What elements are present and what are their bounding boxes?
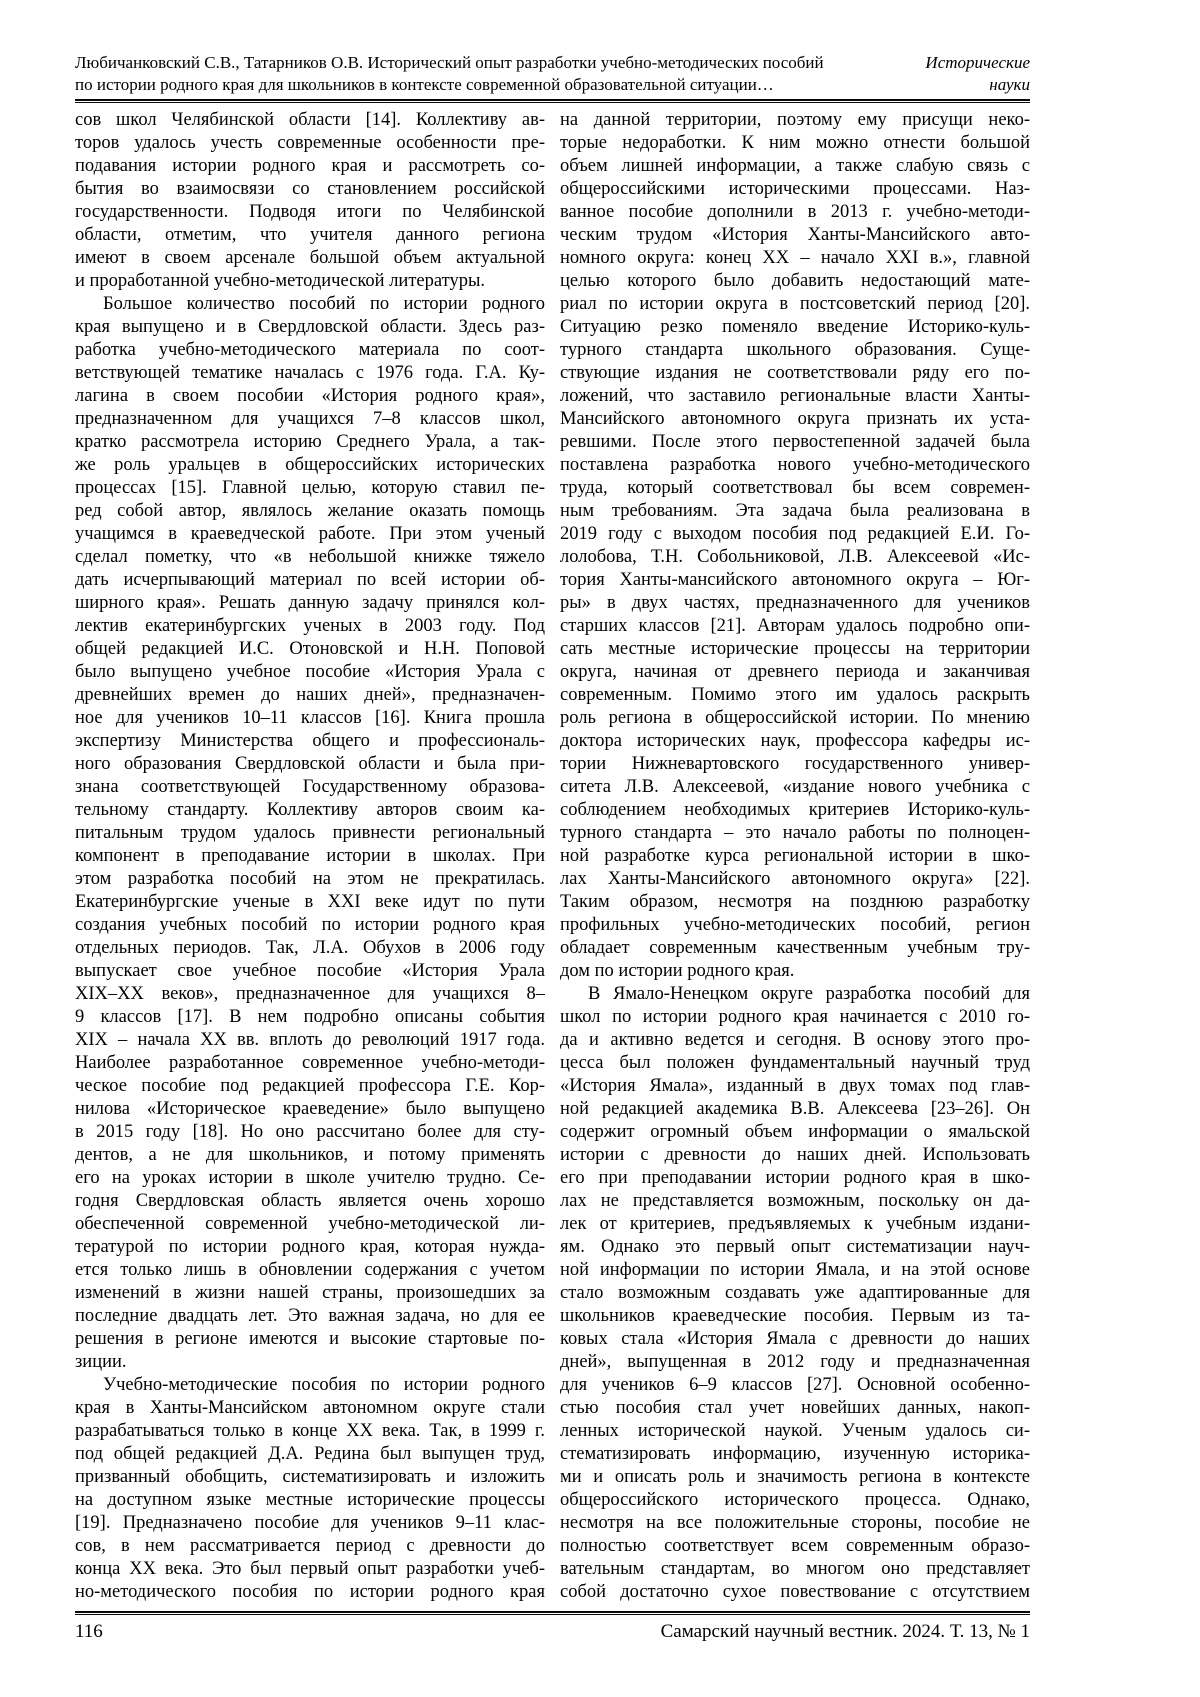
text-line: ствующие издания не соответствовали ряду его по- — [560, 363, 1030, 383]
text-line: Большое количество пособий по истории родного — [103, 294, 545, 314]
text-line: XIX–XX веков», предназначенное для учащихся 8– — [75, 984, 545, 1004]
text-line: выпускает свое учебное пособие «История Урала — [75, 961, 545, 981]
text-line: 9 классов [17]. В нем подробно описаны события — [75, 1007, 545, 1027]
text-line: поставлена разработка нового учебно-методического — [560, 455, 1030, 475]
text-line: бытия во взаимосвязи со становлением российской — [75, 179, 545, 199]
text-line: соблюдением необходимых критериев Историко-куль- — [560, 800, 1030, 820]
text-line: экспертизу Министерства общего и профессиональ- — [75, 731, 545, 751]
text-line: Наиболее разработанное современное учебно-методи- — [75, 1053, 545, 1073]
running-title-line-1: Любичанковский С.В., Татарников О.В. Исторический опыт разработки учебно-методических пособий — [75, 53, 824, 72]
text-line: ной разработке курса региональной истории в шко- — [560, 846, 1030, 866]
text-line: призванный обобщить, систематизировать и изложить — [75, 1467, 545, 1487]
text-line: этом разработка пособий на этом не прекратилась. — [75, 869, 545, 889]
text-line: решения в регионе имеются и высокие стартовые по- — [75, 1329, 545, 1349]
article-body — [75, 109, 1030, 1604]
column-right — [560, 109, 1030, 1604]
text-line: содержит огромный объем информации о ямальской — [560, 1122, 1030, 1142]
journal-citation: Самарский научный вестник. 2024. Т. 13, № 1 — [660, 1621, 1030, 1642]
text-line: роль региона в общероссийской истории. По мнению — [560, 708, 1030, 728]
text-line: зиции. — [75, 1352, 127, 1372]
text-line: истории с древности до наших дней. Использовать — [560, 1145, 1030, 1165]
text-line: общероссийскими историческими процессами. Наз- — [560, 179, 1030, 199]
text-line: XIX – начала XX вв. вплоть до революций 1917 года. — [75, 1030, 545, 1050]
text-line: тории Нижневартовского государственного универ- — [560, 754, 1030, 774]
text-line: Таким образом, несмотря на позднюю разработку — [560, 892, 1030, 912]
text-line: лах Ханты-Мансийского автономного округа» [22]. — [560, 869, 1030, 889]
text-line: да и активно ведется и сегодня. В основу этого про- — [560, 1030, 1030, 1050]
section-label-line-1: Исторические — [925, 53, 1030, 72]
text-line: предназначенном для учащихся 7–8 классов школ, — [75, 409, 545, 429]
text-line: турного стандарта школьного образования. Суще- — [560, 340, 1030, 360]
running-title-line-2: по истории родного края для школьников в контексте современной образовательной ситуации… — [75, 75, 774, 94]
section-label — [925, 52, 1030, 96]
text-line: компонент в преподавание истории в школах. При — [75, 846, 545, 866]
header-rule — [75, 99, 1030, 103]
text-line: обладает современным качественным учебным тру- — [560, 938, 1030, 958]
text-line: лек от критериев, предъявляемых к учебным издани- — [560, 1214, 1030, 1234]
footer-rule — [75, 1611, 1030, 1615]
text-line: сделал пометку, что «в небольшой книжке тяжело — [75, 547, 545, 567]
text-line: 2019 году с выходом пособия под редакцией Е.И. Го- — [560, 524, 1030, 544]
text-line: ветствующей тематике началась с 1976 года. Г.А. Ку- — [75, 363, 545, 383]
page-number: 116 — [75, 1621, 103, 1642]
text-line: дней», выпущенная в 2012 году и предназначенная — [560, 1352, 1030, 1372]
text-line: дентов, а не для школьников, и потому применять — [75, 1145, 545, 1165]
text-line: дом по истории родного края. — [560, 961, 795, 981]
text-line: работка учебно-методического материала по соот- — [75, 340, 545, 360]
text-line: в 2015 году [18]. Но оно рассчитано более для сту- — [75, 1122, 545, 1142]
text-line: вательным стандартам, во многом оно представляет — [560, 1559, 1030, 1579]
text-line: школьников краеведческие пособия. Первым из та- — [560, 1306, 1030, 1326]
text-line: отдельных периодов. Так, Л.А. Обухов в 2006 году — [75, 938, 545, 958]
page-footer — [75, 1618, 1030, 1645]
text-line: древнейших времен до наших дней», предназначен- — [75, 685, 545, 705]
text-line: ревшими. После этого первостепенной задачей была — [560, 432, 1030, 452]
text-line: «История Ямала», изданный в двух томах под глав- — [560, 1076, 1030, 1096]
text-line: сов, в нем рассматривается период с древности до — [75, 1536, 545, 1556]
text-line: питальным трудом удалось привнести региональный — [75, 823, 545, 843]
text-line: ческое пособие под редакцией профессора Г.Е. Кор- — [75, 1076, 545, 1096]
text-line: турного стандарта – это начало работы по полноцен- — [560, 823, 1030, 843]
text-line: [19]. Предназначено пособие для учеников 9–11 клас- — [75, 1513, 545, 1533]
text-line: В Ямало-Ненецком округе разработка пособий для — [588, 984, 1030, 1004]
text-line: края в Ханты-Мансийском автономном округе стали — [75, 1398, 545, 1418]
text-line: было выпущено учебное пособие «История Урала с — [75, 662, 545, 682]
text-line: кратко рассмотрела историю Среднего Урала, а так- — [75, 432, 545, 452]
text-line: школ по истории родного края начинается с 2010 го- — [560, 1007, 1030, 1027]
text-line: лектив екатеринбургских ученых в 2003 году. Под — [75, 616, 545, 636]
text-line: процессах [15]. Главной целью, которую ставил пе- — [75, 478, 545, 498]
text-line: учащимся в краеведческой работе. При этом ученый — [75, 524, 545, 544]
text-line: тория Ханты-мансийского автономного округа – Юг- — [560, 570, 1030, 590]
text-line: на данной территории, поэтому ему присущи неко- — [560, 110, 1030, 130]
text-line: тературой по истории родного края, которая нужда- — [75, 1237, 545, 1257]
text-line: округа, начиная от древнего периода и заканчивая — [560, 662, 1030, 682]
text-line: ям. Однако это первый опыт систематизации науч- — [560, 1237, 1030, 1257]
text-line: создания учебных пособий по истории родного края — [75, 915, 545, 935]
text-line: конца XX века. Это был первый опыт разработки учеб- — [75, 1559, 545, 1579]
column-left — [75, 109, 545, 1604]
text-line: тельному стандарту. Коллективу авторов своим ка- — [75, 800, 545, 820]
text-line: Мансийского автономного округа признать их уста- — [560, 409, 1030, 429]
text-line: объем лишней информации, а также слабую связь с — [560, 156, 1030, 176]
text-line: ное для учеников 10–11 классов [16]. Книга прошла — [75, 708, 545, 728]
text-line: стематизировать информацию, изученную историка- — [560, 1444, 1030, 1464]
text-line: торов удалось учесть современные особенности пре- — [75, 133, 545, 153]
text-line: собой достаточно сухое повествование с отсутствием — [560, 1582, 1030, 1602]
section-label-line-2: науки — [989, 75, 1030, 94]
text-line: профильных учебно-методических пособий, регион — [560, 915, 1030, 935]
text-line: его на уроках истории в школе учителю трудно. Се- — [75, 1168, 545, 1188]
text-line: доктора исторических наук, профессора кафедры ис- — [560, 731, 1030, 751]
text-line: для учеников 6–9 классов [27]. Основной особенно- — [560, 1375, 1030, 1395]
text-line: его при преподавании истории родного края в шко- — [560, 1168, 1030, 1188]
text-line: общей редакцией И.С. Отоновской и Н.Н. Поповой — [75, 639, 545, 659]
text-line: годня Свердловская область является очень хорошо — [75, 1191, 545, 1211]
text-line: ми и описать роль и значимость региона в контексте — [560, 1467, 1030, 1487]
text-line: ется только лишь в обновлении содержания с учетом — [75, 1260, 545, 1280]
text-line: знана соответствующей Государственному образова- — [75, 777, 545, 797]
text-line: ширного края». Решать данную задачу принялся кол- — [75, 593, 545, 613]
text-line: общероссийского исторического процесса. Однако, — [560, 1490, 1030, 1510]
text-line: ры» в двух частях, предназначенного для учеников — [560, 593, 1030, 613]
text-line: на доступном языке местные исторические процессы — [75, 1490, 545, 1510]
text-line: современным. Помимо этого им удалось раскрыть — [560, 685, 1030, 705]
text-line: же роль уральцев в общероссийских исторических — [75, 455, 545, 475]
text-line: ным требованиям. Эта задача была реализована в — [560, 501, 1030, 521]
running-title — [75, 52, 824, 96]
text-line: стало возможным создавать уже адаптированные для — [560, 1283, 1030, 1303]
text-line: несмотря на все положительные стороны, пособие не — [560, 1513, 1030, 1533]
text-line: нилова «Историческое краеведение» было выпущено — [75, 1099, 545, 1119]
text-line: риал по истории округа в постсоветский период [20]. — [560, 294, 1030, 314]
text-line: Екатеринбургские ученые в XXI веке идут по пути — [75, 892, 545, 912]
text-line: края выпущено и в Свердловской области. Здесь раз- — [75, 317, 545, 337]
text-line: цесса был положен фундаментальный научный труд — [560, 1053, 1030, 1073]
text-line: ложений, что заставило региональные власти Ханты- — [560, 386, 1030, 406]
page-header — [75, 52, 1030, 96]
text-line: лах не представляется возможным, поскольку он да- — [560, 1191, 1030, 1211]
text-line: ситета Л.В. Алексеевой, «издание нового учебника с — [560, 777, 1030, 797]
text-line: ванное пособие дополнили в 2013 г. учебно-методи- — [560, 202, 1030, 222]
text-line: области, отметим, что учителя данного региона — [75, 225, 545, 245]
text-line: государственности. Подводя итоги по Челябинской — [75, 202, 545, 222]
text-line: ленных исторической наукой. Ученым удалось си- — [560, 1421, 1030, 1441]
text-line: Ситуацию резко поменяло введение Историко-куль- — [560, 317, 1030, 337]
text-line: полностью соответствует всем современным образо- — [560, 1536, 1030, 1556]
text-line: лагина в своем пособии «История родного края», — [75, 386, 545, 406]
text-line: ческим трудом «История Ханты-Мансийского авто- — [560, 225, 1030, 245]
text-line: подавания истории родного края и рассмотреть со- — [75, 156, 545, 176]
text-line: под общей редакцией Д.А. Редина был выпущен труд, — [75, 1444, 545, 1464]
text-line: изменений в жизни нашей страны, произошедших за — [75, 1283, 545, 1303]
text-line: сов школ Челябинской области [14]. Коллективу ав- — [75, 110, 545, 130]
text-line: Учебно-методические пособия по истории родного — [103, 1375, 545, 1395]
text-line: и проработанной учебно-методической литературы. — [75, 271, 485, 291]
text-line: лолобова, Т.Н. Собольниковой, Л.В. Алексеевой «Ис- — [560, 547, 1030, 567]
text-line: номного округа: конец XX – начало XXI в.», главной — [560, 248, 1030, 268]
text-line: ной редакцией академика В.В. Алексеева [23–26]. Он — [560, 1099, 1030, 1119]
text-line: но-методического пособия по истории родного края — [75, 1582, 545, 1602]
text-line: сать местные исторические процессы на территории — [560, 639, 1030, 659]
text-line: старших классов [21]. Авторам удалось подробно опи- — [560, 616, 1030, 636]
text-line: ред собой автор, являлось желание оказать помощь — [75, 501, 545, 521]
text-line: труда, который соответствовал бы всем современ- — [560, 478, 1030, 498]
text-line: ковых стала «История Ямала с древности до наших — [560, 1329, 1030, 1349]
text-line: последние двадцать лет. Это важная задача, но для ее — [75, 1306, 545, 1326]
text-line: ной информации по истории Ямала, и на этой основе — [560, 1260, 1030, 1280]
text-line: стью пособия стал учет новейших данных, накоп- — [560, 1398, 1030, 1418]
text-line: ного образования Свердловской области и была при- — [75, 754, 545, 774]
text-line: обеспеченной современной учебно-методической ли- — [75, 1214, 545, 1234]
text-line: дать исчерпывающий материал по всей истории об- — [75, 570, 545, 590]
text-line: торые недоработки. К ним можно отнести большой — [560, 133, 1030, 153]
text-line: имеют в своем арсенале большой объем актуальной — [75, 248, 545, 268]
text-line: целью которого было добавить недостающий мате- — [560, 271, 1030, 291]
text-line: разрабатываться только в конце XX века. Так, в 1999 г. — [75, 1421, 545, 1441]
